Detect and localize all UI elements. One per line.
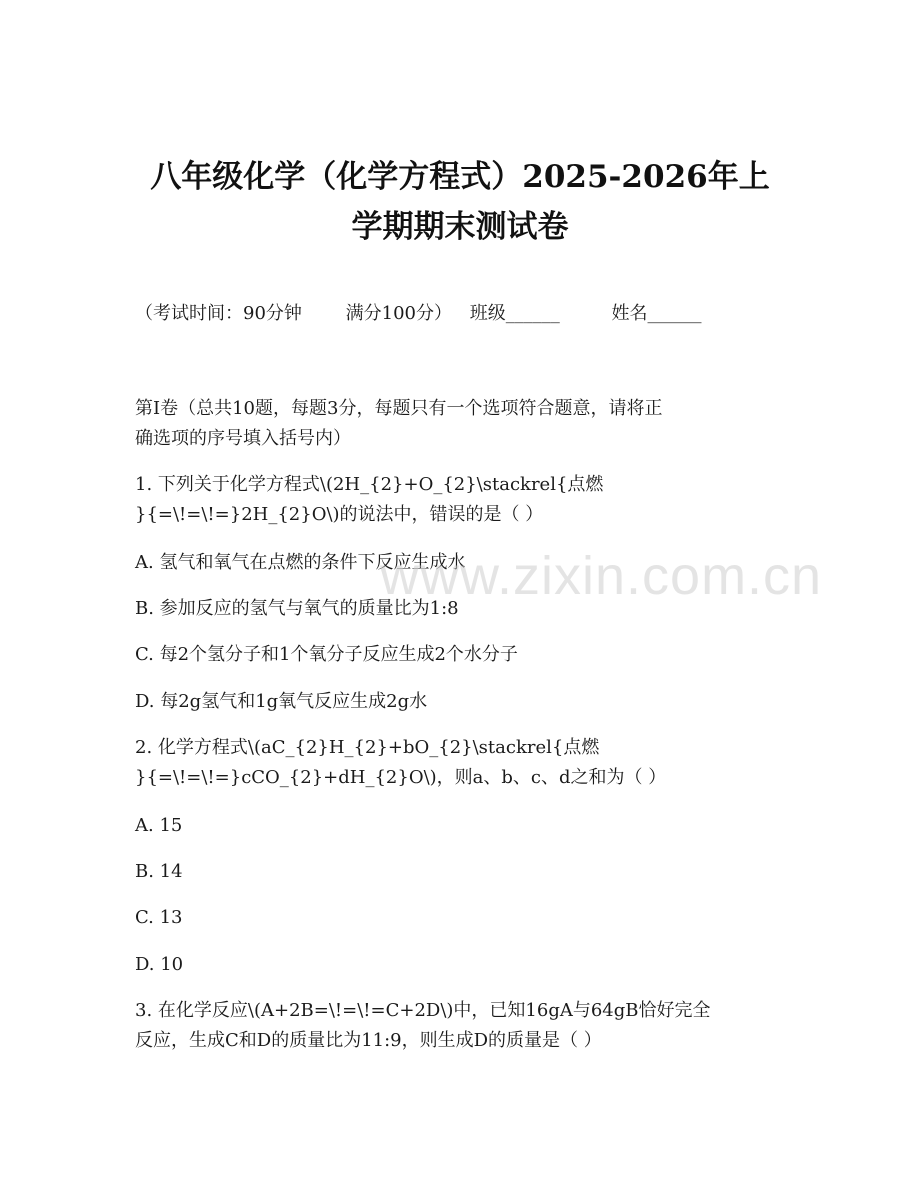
question-3-stem-line-1: 3. 在化学反应\(A+2B=\!=\!=C+2D\)中，已知16gA与64gB恰好完全 [135,1000,711,1021]
site-watermark: www.zixin.com.cn [380,546,823,606]
question-1-option-d: D. 每2g氢气和1g氧气反应生成2g水 [135,691,428,712]
exam-info-row [135,302,701,326]
exam-full-score: 满分100分） [345,303,452,324]
title-line-1: 八年级化学（化学方程式）2025-2026年上 [150,159,770,195]
question-2-option-d: D. 10 [135,954,184,975]
document-title [120,152,800,252]
question-3-stem-line-2: 反应，生成C和D的质量比为11:9，则生成D的质量是（ ） [135,1030,602,1051]
question-1-option-c: C. 每2个氢分子和1个氧分子反应生成2个水分子 [135,644,518,665]
exam-time: （考试时间：90分钟 [135,303,302,324]
class-field-label: 班级______ [469,303,560,324]
question-2-stem-line-2: }{=\!=\!=}cCO_{2}+dH_{2}O\)，则a、b、c、d之和为（ ） [135,767,667,788]
question-2-option-c: C. 13 [135,907,183,928]
question-2-stem-line-1: 2. 化学方程式\(aC_{2}H_{2}+bO_{2}\stackrel{点燃 [135,737,600,758]
question-1-option-a: A. 氢气和氧气在点燃的条件下反应生成水 [135,552,466,573]
question-2-option-a: A. 15 [135,815,183,836]
section-instructions-line-1: 第I卷（总共10题，每题3分，每题只有一个选项符合题意，请将正 [135,398,663,419]
question-2-option-b: B. 14 [135,861,183,882]
name-field-label: 姓名______ [611,303,702,324]
section-instructions-line-2: 确选项的序号填入括号内） [135,428,351,449]
question-1-option-b: B. 参加反应的氢气与氧气的质量比为1:8 [135,598,459,619]
title-line-2: 学期期末测试卷 [351,209,569,245]
question-1-stem-line-2: }{=\!=\!=}2H_{2}O\)的说法中，错误的是（ ） [135,504,544,525]
question-1-stem-line-1: 1. 下列关于化学方程式\(2H_{2}+O_{2}\stackrel{点燃 [135,474,604,495]
